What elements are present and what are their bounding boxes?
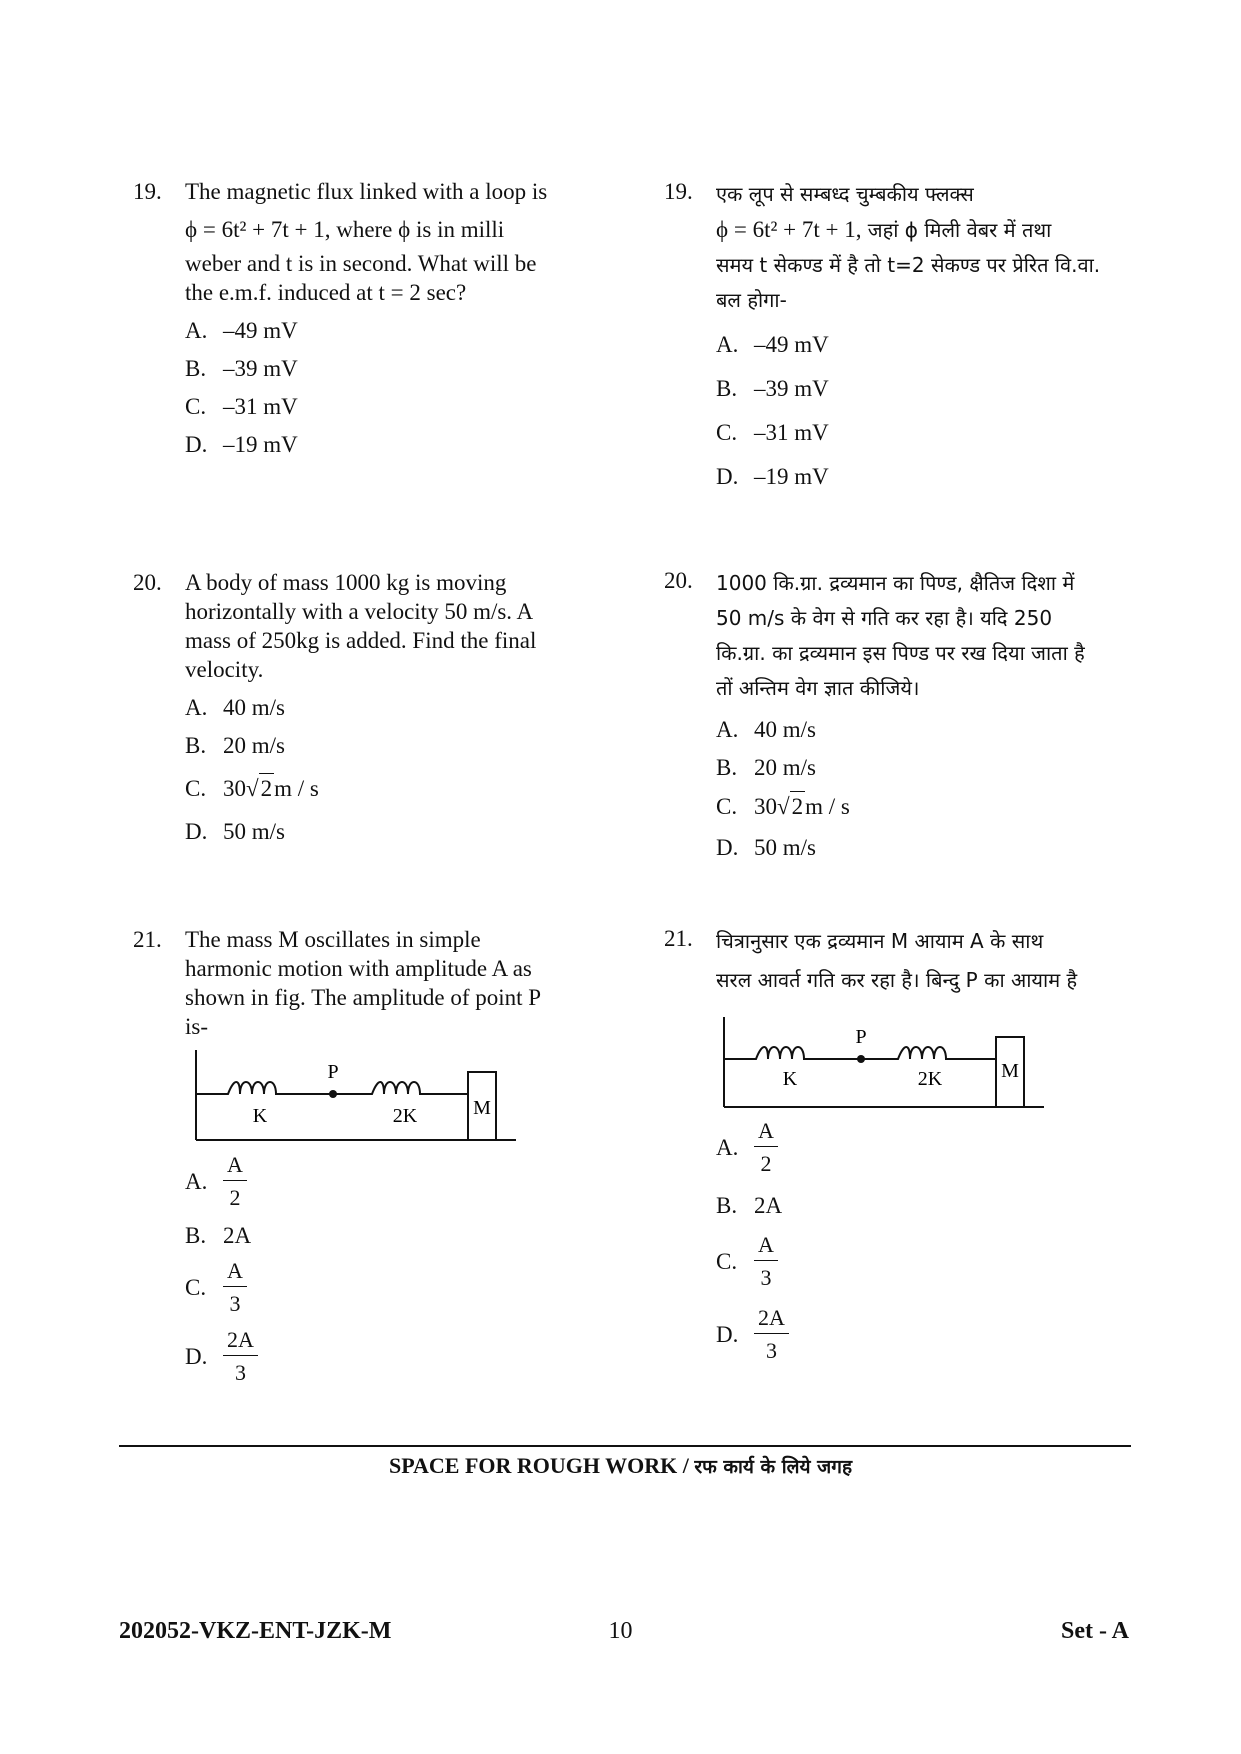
option-a[interactable]: A. –49 mV (716, 332, 829, 357)
question-stem: सरल आवर्त गति कर रहा है। बिन्दु P का आयाम है (716, 968, 1078, 992)
option-b[interactable]: B. 20 m/s (185, 733, 285, 758)
question-number: 19. (133, 179, 162, 204)
spring2-label: 2K (917, 1068, 943, 1090)
option-a[interactable]: A. 40 m/s (716, 717, 816, 742)
option-c[interactable]: C. 30 √ 2 m / s (185, 773, 585, 803)
question-number: 19. (664, 179, 693, 204)
question-stem: चित्रानुसार एक द्रव्यमान M आयाम A के साथ (716, 929, 1044, 953)
question-stem: harmonic motion with amplitude A as (185, 956, 532, 981)
spring1-label: K (782, 1068, 798, 1090)
option-d[interactable]: D. 50 m/s (185, 819, 285, 844)
option-a[interactable]: A. 40 m/s (185, 695, 285, 720)
question-stem: mass of 250kg is added. Find the final (185, 628, 537, 653)
option-c[interactable]: C. –31 mV (716, 420, 829, 445)
page-number: 10 (608, 1618, 633, 1644)
spring-mass-diagram (190, 1048, 520, 1144)
fraction: $\frac{2A}{3}$ (754, 1305, 789, 1364)
question-stem: कि.ग्रा. का द्रव्यमान इस पिण्ड पर रख दिया जाता है (716, 641, 1085, 665)
option-b[interactable]: B. –39 mV (185, 356, 298, 381)
option-d[interactable]: D. $\frac{2A}{3}$ (185, 1327, 258, 1386)
flux-equation: ϕ = 6t² + 7t + 1, (716, 217, 862, 242)
point-label: P (855, 1026, 867, 1048)
option-d[interactable]: D. –19 mV (185, 432, 298, 457)
option-b[interactable]: B. 2A (716, 1193, 783, 1218)
question-stem: बल होगा- (716, 288, 787, 312)
option-b[interactable]: B. 20 m/s (716, 755, 816, 780)
sqrt-expression: 30 √ 2 m / s (223, 773, 319, 803)
fraction: $\frac{A}{2}$ (754, 1118, 778, 1177)
question-stem: 50 m/s के वेग से गति कर रहा है। यदि 250 (716, 606, 1053, 630)
fraction: $\frac{A}{2}$ (223, 1152, 247, 1211)
flux-equation: ϕ = 6t² + 7t + 1, (185, 217, 331, 242)
question-number: 21. (133, 927, 162, 952)
option-a[interactable]: A. $\frac{A}{2}$ (716, 1118, 789, 1177)
option-c[interactable]: C. –31 mV (185, 394, 298, 419)
point-p-dot (857, 1055, 865, 1063)
option-a[interactable]: A. $\frac{A}{2}$ (185, 1152, 258, 1211)
question-stem: जहां ϕ मिली वेबर में तथा (861, 218, 1052, 242)
question-21-en-options (185, 1152, 258, 1386)
spring-mass-diagram (718, 1015, 1048, 1111)
option-d[interactable]: D. $\frac{2A}{3}$ (716, 1305, 789, 1364)
question-number: 21. (664, 926, 693, 951)
question-stem: weber and t is in second. What will be (185, 251, 537, 276)
paper-code: 202052-VKZ-ENT-JZK-M (119, 1618, 392, 1644)
option-c[interactable]: C. $\frac{A}{3}$ (185, 1258, 258, 1317)
sqrt-expression: 30 √ 2 m / s (754, 791, 850, 821)
point-p-dot (329, 1090, 337, 1098)
point-label: P (327, 1061, 339, 1083)
question-stem: A body of mass 1000 kg is moving (185, 570, 507, 595)
spring2-label: 2K (392, 1105, 418, 1127)
question-stem: horizontally with a velocity 50 m/s. A (185, 599, 534, 624)
question-stem: The mass M oscillates in simple (185, 927, 481, 952)
question-stem: where ϕ is in milli (330, 217, 505, 242)
fraction: $\frac{A}{3}$ (223, 1258, 247, 1317)
question-stem: समय t सेकण्ड में है तो t=2 सेकण्ड पर प्रेरित वि.वा. (716, 253, 1101, 277)
mass-label: M (473, 1097, 491, 1119)
option-b[interactable]: B. 2A (185, 1223, 252, 1248)
rough-work-heading: SPACE FOR ROUGH WORK / रफ कार्य के लिये जगह (388, 1453, 853, 1478)
option-d[interactable]: D. 50 m/s (716, 835, 816, 860)
question-stem: shown in fig. The amplitude of point P (185, 985, 542, 1010)
question-number: 20. (133, 570, 162, 595)
question-21-hi-options (716, 1118, 789, 1364)
question-number: 20. (664, 568, 693, 593)
mass-label: M (1001, 1060, 1019, 1082)
question-stem: is- (185, 1014, 208, 1039)
question-stem: तों अन्तिम वेग ज्ञात कीजिये। (716, 676, 920, 700)
fraction: $\frac{2A}{3}$ (223, 1327, 258, 1386)
question-stem: velocity. (185, 657, 264, 682)
question-stem: 1000 कि.ग्रा. द्रव्यमान का पिण्ड, क्षैतिज दिशा में (716, 571, 1075, 595)
spring1-label: K (252, 1105, 268, 1127)
set-label: Set - A (1061, 1618, 1129, 1644)
option-c[interactable]: C. $\frac{A}{3}$ (716, 1232, 789, 1291)
question-stem: the e.m.f. induced at t = 2 sec? (185, 280, 467, 305)
fraction: $\frac{A}{3}$ (754, 1232, 778, 1291)
option-c[interactable]: C. 30 √ 2 m / s (716, 791, 1146, 821)
question-stem: एक लूप से सम्बध्द चुम्बकीय फ्लक्स (716, 182, 974, 206)
divider-line (119, 1445, 1131, 1447)
option-a[interactable]: A. –49 mV (185, 318, 298, 343)
question-stem: The magnetic flux linked with a loop is (185, 179, 548, 204)
option-b[interactable]: B. –39 mV (716, 376, 829, 401)
option-d[interactable]: D. –19 mV (716, 464, 829, 489)
